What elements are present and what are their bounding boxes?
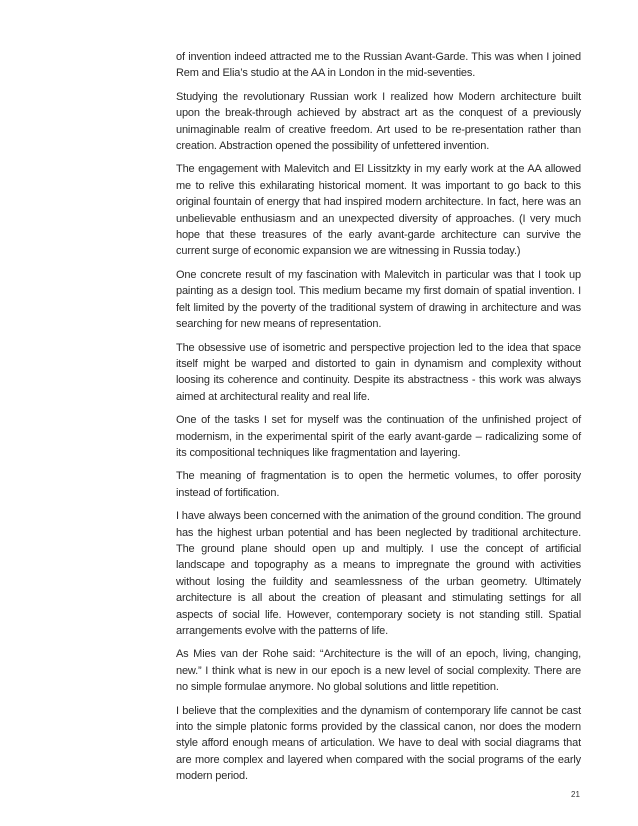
- paragraph-1: of invention indeed attracted me to the Russian Avant-Garde. This was when I joined Rem and Elia’s studio at the AA in London in the mid-seventies.: [176, 51, 581, 80]
- body-text: [176, 49, 581, 792]
- paragraph-4: One concrete result of my fascination with Malevitch in particular was that I took up painting as a design tool. This medium became my first domain of spatial invention. I felt limited by the poverty of the traditional system of drawing in architecture and was searching for new means of representation.: [176, 268, 581, 331]
- paragraph-9: As Mies van der Rohe said: “Architecture is the will of an epoch, living, changing, new.” I think what is new in our epoch is a new level of social complexity. There are no simple formulae anymore. No global solutions and little repetition.: [176, 648, 581, 694]
- paragraph-6: One of the tasks I set for myself was the continuation of the unfinished project of modernism, in the experimental spirit of the early avant-garde – radicalizing some of its compositional techniques like fragmentation and layering.: [176, 414, 581, 459]
- paragraph-5: The obsessive use of isometric and perspective projection led to the idea that space itself might be warped and distorted to gain in dynamism and complexity without loosing its coherence and continuity. Despite its abstractness - this work was always aimed at architectural reality and real life.: [176, 341, 581, 403]
- paragraph-8: I have always been concerned with the animation of the ground condition. The ground has the highest urban potential and has been neglected by traditional architecture. The ground plane should open up and multiply. I use the concept of artificial landscape and topography as a means to impregnate the ground with activities without losing the fuildity and seamlessness of the urban geometry. Ultimately architecture is all about the creation of pleasant and stimulating settings for all aspects of social life. However, contemporary society is not standing still. Spatial arrangements evolve with the patterns of life.: [176, 510, 582, 637]
- paragraph-10: I believe that the complexities and the dynamism of contemporary life cannot be cast into the simple platonic forms provided by the classical canon, nor does the modern style afford enough means of articulation. We have to deal with social diagrams that are more complex and layered when compared with the social programs of the early modern period.: [176, 704, 581, 783]
- paragraph-3: The engagement with Malevitch and El Lissitzkty in my early work at the AA allowed me to relive this exhilarating historical moment. It was important to go back to this original fountain of energy that had inspired modern architecture. In fact, here was an unbelievable enthusiasm and an unexpected diversity of approaches. (I very much hope that these treasures of the early avant-garde architecture can survive the current surge of economic expansion we are witnessing in Russia today.): [176, 163, 581, 258]
- paragraph-2: Studying the revolutionary Russian work I realized how Modern architecture built upon the break-through achieved by abstract art as the conquest of a previously unimaginable realm of creative freedom. Art used to be re-presentation rather than creation. Abstraction opened the possibility of unfettered invention.: [176, 90, 581, 153]
- paragraph-7: The meaning of fragmentation is to open the hermetic volumes, to offer porosity instead of fortification.: [176, 470, 581, 499]
- page-number: 21: [571, 790, 580, 799]
